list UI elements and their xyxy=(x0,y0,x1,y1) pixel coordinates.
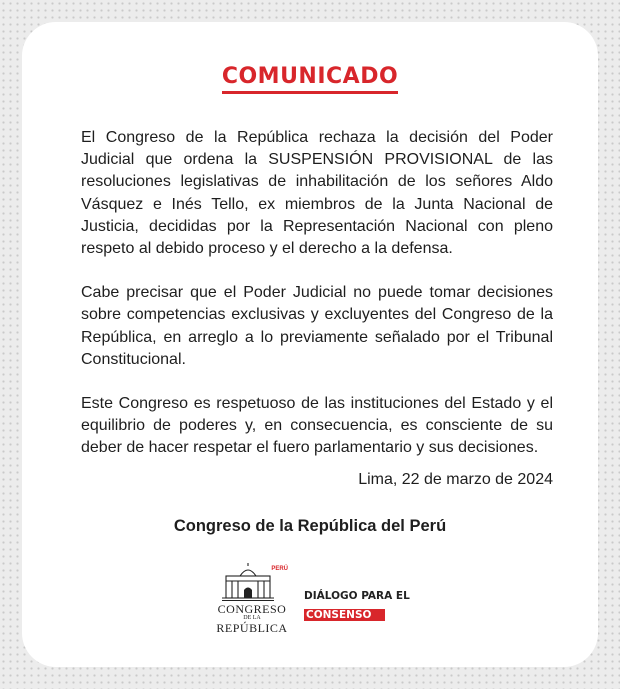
signature: Congreso de la República del Perú xyxy=(173,517,447,535)
congreso-logo xyxy=(216,562,288,636)
statement-body xyxy=(81,127,553,482)
statement-card xyxy=(22,22,598,667)
country-label: PERÚ xyxy=(271,566,288,572)
paragraph-2: Cabe precisar que el Poder Judicial no puede tomar decisiones sobre competencias exclusivas y excluyentes del Congreso de la República, en arreglo a lo previamente señalado por el Tribunal Constitucional. xyxy=(81,284,553,368)
paragraph-1: El Congreso de la República rechaza la decisión del Poder Judicial que ordena la SUSPENSIÓN PROVISIONAL de las resoluciones legislativas de inhabilitación de los señores Aldo Vásquez e Inés Tello, ex miembros de la Junta Nacional de Justicia, decididas por la Representación Nacional con pleno respeto al debido proceso y el derecho a la defensa. xyxy=(81,129,553,258)
date-line: Lima, 22 de marzo de 2024 xyxy=(358,471,553,488)
logo-text-republica: REPÚBLICA xyxy=(216,621,288,635)
dialogo-text: DIÁLOGO PARA EL xyxy=(304,590,410,602)
logo-text-congreso: CONGRESO xyxy=(217,602,287,616)
logo-text-de-la: DE LA xyxy=(243,615,261,621)
page-title: COMUNICADO xyxy=(22,64,598,89)
paragraph-3: Este Congreso es respetuoso de las instituciones del Estado y el equilibrio de poderes y, en consecuencia, es consciente de su deber de hacer respetar el fuero parlamentario y sus decisiones. xyxy=(81,395,553,457)
consenso-text: CONSENSO xyxy=(304,609,385,621)
dialogo-logo xyxy=(304,590,414,622)
